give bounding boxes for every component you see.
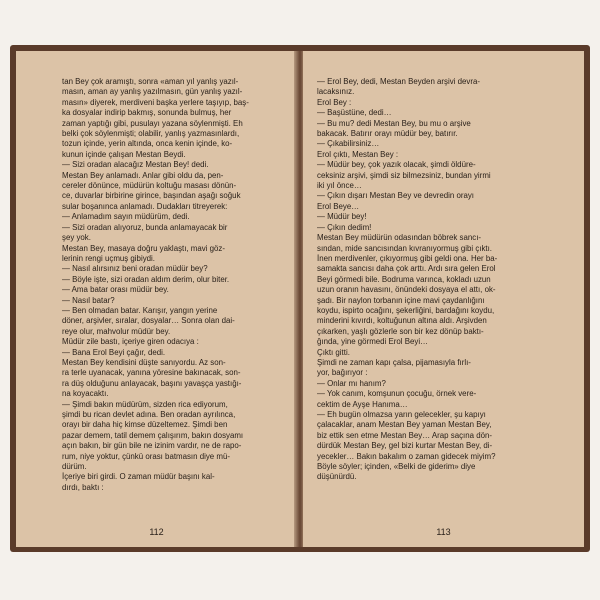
text-line: masın» diyerek, merdiveni başka yerlere taşıyıp, baş- [62, 97, 249, 107]
text-line: tozun içinde, yerin altında, onca kenin içinde, ko- [62, 139, 233, 149]
text-line: lerinin rengi uçmuş gibiydi. [62, 253, 155, 263]
text-line: belki çok söylenmişti; olabilir, yanlış yazmasınlardı, [62, 129, 240, 139]
text-line: döner, arşivler, sıralar, dosyalar… Sonra olan dai- [62, 316, 235, 326]
text-line: dürdük Mestan Bey, gel bizi kurtar Mestan Bey, di- [317, 441, 493, 451]
text-line: minderini kıvırdı, koltuğunun altına aldı. Arşivden [317, 316, 487, 326]
text-line: reye olur, mahvolur müdür bey. [62, 326, 171, 336]
text-line: — Sizi oradan alacağız Mestan Bey! dedi. [62, 160, 209, 170]
text-line: Şimdi ne zaman kapı çalsa, pijamasıyla fırlı- [317, 357, 471, 367]
text-line: ka dosyalar indirip bakmış, sonunda bulmuş, her [62, 108, 232, 118]
text-line: Çıktı gitti. [317, 347, 350, 357]
text-line: zaman yaptığı gibi, pusulayı yazana söylenmişti. Eh [62, 118, 243, 128]
text-line: çıkarken, yaşlı gözlerle son bir kez dönüp baktı- [317, 326, 484, 336]
text-line: lacaksınız. [317, 87, 355, 97]
text-line: — Şimdi bakın müdürüm, sizden rica ediyorum, [62, 399, 228, 409]
text-line: — Sizi oradan alıyoruz, bunda anlamayacak bir [62, 222, 228, 232]
text-line: cektim de Ayşe Hanıma… [317, 399, 408, 409]
text-line: samakta sancısı daha çok arttı. Ardı sıra gelen Erol [317, 264, 496, 274]
text-line: — Ben olmadan batar. Karışır, yangın yerine [62, 305, 218, 315]
right-page-number: 113 [436, 527, 451, 537]
text-line: rum, niye yoktur, çünkü orası batmasın diye mü- [62, 451, 230, 461]
text-line: dürüm. [62, 462, 87, 472]
text-line: orayı bir daha hiç kimse düzeltemez. Şimdi ben [62, 420, 228, 430]
text-line: yor, bağırıyor : [317, 368, 368, 378]
text-line: ğında, yine görmedi Erol Beyi… [317, 337, 428, 347]
text-line: ce, duvarlar birbirine girince, başından aşağı soğuk [62, 191, 241, 201]
text-line: — Çıkın dışarı Mestan Bey ve devredin orayı [317, 191, 475, 201]
text-line: — Başüstüne, dedi… [317, 108, 392, 118]
text-line: çalacaklar, anam Mestan Bey yaman Mestan Bey, [317, 420, 492, 430]
text-line: dırdı, baktı : [62, 482, 104, 492]
text-line: pazar demem, tatil demem çalışırım, bakın dosyamı [62, 430, 244, 440]
text-line: masın, aman ay yanlış yazılmasın, gün yanlış yazıl- [62, 87, 243, 97]
left-page-text [62, 77, 283, 493]
text-line: Mestan Bey kendisini düşte sanıyordu. Az son- [62, 357, 226, 367]
text-line: ceksiniz arşivi, şimdi siz bilmezsiniz, bundan yirmi [317, 170, 491, 180]
text-line: na koyacaktı. [62, 389, 109, 399]
left-page-number: 112 [149, 527, 164, 537]
text-line: — Eh bugün olmazsa yarın gelecekler, şu kapıyı [317, 410, 486, 419]
text-line: — Nasıl alırsınız beni oradan müdür bey? [62, 264, 208, 274]
text-line: — Müdür bey, çok yazık olacak, şimdi öldüre- [317, 160, 476, 170]
text-line: Erol Beye… [317, 201, 360, 211]
text-line: — Çıkın dedim! [317, 222, 372, 232]
text-line: İnen merdivenler, çıkıyormuş gibi geldi ona. Her ba- [317, 253, 498, 263]
text-line: Müdür zile bastı, içeriye giren odacıya : [62, 337, 199, 347]
text-line: — Bana Erol Beyi çağır, dedi. [62, 347, 166, 357]
text-line: — Onlar mı hanım? [317, 378, 386, 388]
text-line: bakacak. Batırır orayı müdür bey, batırır. [317, 129, 458, 139]
text-line: Mestan Bey anlamadı. Anlar gibi oldu da, pen- [62, 170, 224, 180]
text-line: cereler dönünce, müdürün koltuğu masası dönün- [62, 181, 237, 191]
text-line: — Ama batar orası müdür bey. [62, 285, 169, 295]
text-line: iki yıl önce… [317, 181, 362, 191]
text-line: uzun oranın havasını, önündeki dosyaya el attı, ok- [317, 285, 496, 295]
text-line: Erol çıktı, Mestan Bey : [317, 149, 399, 159]
text-line: ra düş olduğunu anlayacak, başını yavaşça yastığı- [62, 378, 242, 388]
right-page [302, 51, 584, 547]
text-line: yecekler… Bakın bakalım o zaman gidecek miyim? [317, 451, 496, 461]
text-line: şadı. Bir naylon torbanın içine mavi çaydanlığını [317, 295, 485, 305]
text-line: düşünürdü. [317, 472, 357, 482]
right-page-text [317, 77, 544, 483]
text-line: — Çıkabilirsiniz… [317, 139, 380, 149]
text-line: tan Bey çok aramıştı, sonra «aman yıl yanlış yazıl- [62, 77, 239, 86]
text-line: şey yok. [62, 233, 91, 243]
text-line: — Müdür bey! [317, 212, 367, 222]
text-line: sular boşanınca anlamadı. Dudakları titreyerek: [62, 201, 228, 211]
text-line: ra terle uyanacak, yanına yöresine bakınacak, son- [62, 368, 241, 378]
text-line: Erol Bey : [317, 97, 352, 107]
text-line: — Bu mu? dedi Mestan Bey, bu mu o arşive [317, 118, 471, 128]
text-line: Beyi görmedi bile. Bodruma varınca, kokladı uzun [317, 274, 491, 284]
text-line: Böyle söyler; içinden, «Belki de giderim» diye [317, 462, 476, 472]
text-line: açın bakın, bir gün bile ne izinim vardır, ne de rapo- [62, 441, 242, 451]
text-line: Mestan Bey, masaya doğru yaklaştı, mavi göz- [62, 243, 225, 253]
text-line: — Anlamadım sayın müdürüm, dedi. [62, 212, 190, 222]
left-page [16, 51, 298, 547]
text-line: İçeriye biri girdi. O zaman müdür başını kal- [62, 472, 215, 482]
text-line: — Böyle işte, sizi oradan aldım derim, olur biter. [62, 274, 230, 284]
text-line: koydu, ispirto ocağını, şekerliğini, bardağını koydu, [317, 305, 495, 315]
text-line: sından, mide sancısından kıvranıyormuş gibi çıktı. [317, 243, 492, 253]
text-line: Mestan Bey müdürün odasından böbrek sancı- [317, 233, 482, 243]
text-line: — Yok canım, komşunun çocuğu, örnek vere- [317, 389, 477, 399]
text-line: şimdi bu rican devlet adına. Ben oradan ayrılınca, [62, 410, 236, 419]
open-book [10, 45, 590, 552]
text-line: kunun içinde çalışan Mestan Beydi. [62, 149, 186, 159]
text-line: biz ettik sen etme Mestan Bey… Arap saçına dön- [317, 430, 492, 440]
text-line: — Nasıl batar? [62, 295, 115, 305]
text-line: — Erol Bey, dedi, Mestan Beyden arşivi devra- [317, 77, 480, 86]
